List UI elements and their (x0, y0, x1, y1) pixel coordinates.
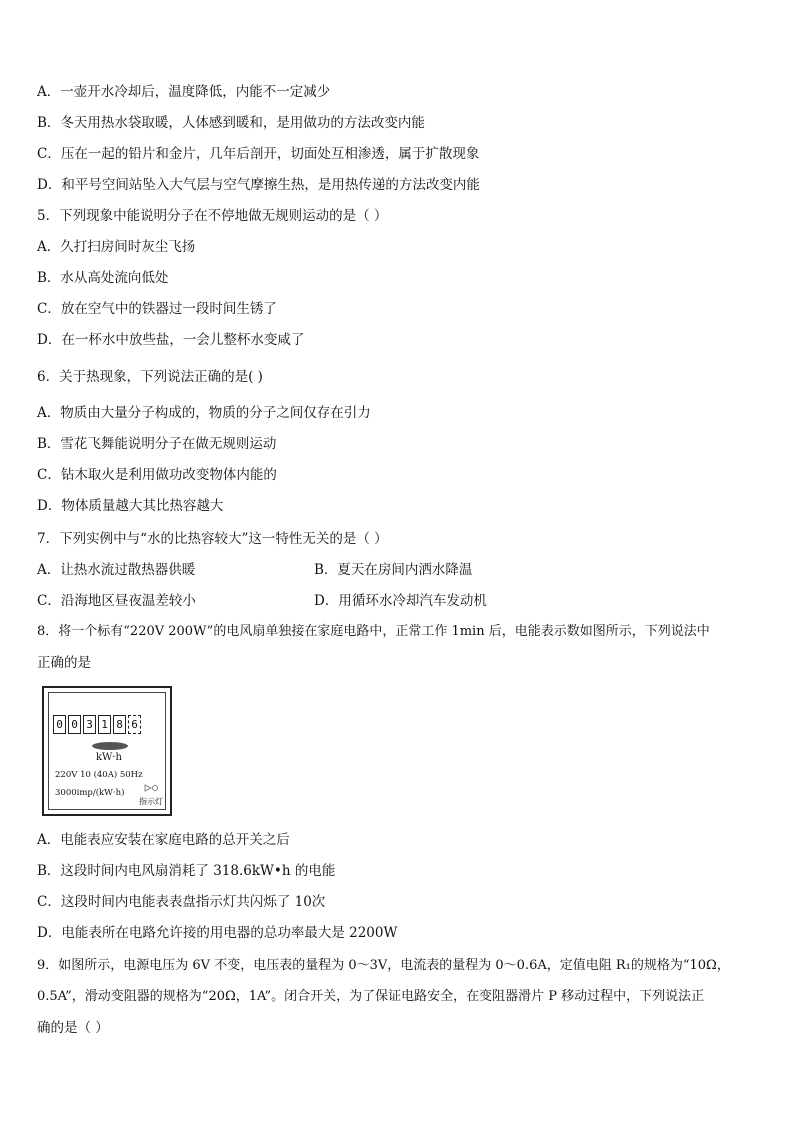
q5-option-a: A．久打扫房间时灰尘飞扬 (37, 239, 196, 255)
q5-stem: 5．下列现象中能说明分子在不停地做无规则运动的是（ ） (37, 208, 388, 224)
indicator-lamp-icon (144, 784, 158, 792)
meter-digit: 3 (83, 715, 96, 734)
q7-option-a: A．让热水流过散热器供暖 (37, 562, 196, 578)
q4-option-a: A．一壶开水冷却后，温度降低，内能不一定减少 (37, 84, 331, 100)
meter-digit: 0 (53, 715, 66, 734)
meter-unit: kW·h (96, 752, 122, 763)
meter-imp: 3000imp/(kW·h) (55, 788, 125, 798)
q4-option-b: B．冬天用热水袋取暖，人体感到暖和，是用做功的方法改变内能 (37, 115, 425, 131)
meter-digit: 0 (68, 715, 81, 734)
q8-option-c: C．这段时间内电能表表盘指示灯共闪烁了 10次 (37, 894, 326, 910)
electric-meter-figure (42, 686, 172, 816)
q8-option-b: B．这段时间内电风扇消耗了 318.6kW•h 的电能 (37, 863, 336, 879)
q9-stem-end: 确的是（ ） (37, 1020, 109, 1036)
meter-disk (92, 742, 128, 750)
q7-option-c: C．沿海地区昼夜温差较小 (37, 593, 196, 609)
q8-option-a: A．电能表应安装在家庭电路的总开关之后 (37, 832, 290, 848)
meter-lamp-label: 指示灯 (139, 797, 163, 806)
q9-stem: 9．如图所示，电源电压为 6V 不变，电压表的量程为 0～3V，电流表的量程为 0～0.6A，定值电阻 R₁的规格为“10Ω， (37, 958, 730, 973)
q4-option-c: C．压在一起的铅片和金片，几年后剖开，切面处互相渗透，属于扩散现象 (37, 146, 480, 162)
meter-spec: 220V 10 (40A) 50Hz (55, 770, 143, 780)
meter-digits (53, 715, 141, 734)
q5-option-b: B．水从高处流向低处 (37, 270, 169, 286)
meter-digit: 1 (98, 715, 111, 734)
q6-option-d: D．物体质量越大其比热容越大 (37, 498, 224, 514)
q9-stem-cont: 0.5A”，滑动变阻器的规格为“20Ω，1A”。闭合开关，为了保证电路安全，在变阻器滑片 P 移动过程中，下列说法正 (37, 989, 705, 1004)
q7-stem: 7．下列实例中与“水的比热容较大”这一特性无关的是（ ） (37, 531, 388, 547)
q7-option-d: D．用循环水冷却汽车发动机 (314, 593, 487, 609)
q6-stem: 6．关于热现象，下列说法正确的是( ) (37, 369, 263, 385)
q8-stem-cont: 正确的是 (37, 655, 91, 671)
q8-stem: 8．将一个标有“220V 200W”的电风扇单独接在家庭电路中，正常工作 1min 后，电能表示数如图所示，下列说法中 (37, 624, 710, 639)
q5-option-c: C．放在空气中的铁器过一段时间生锈了 (37, 301, 277, 317)
meter-digit-decimal: 6 (128, 715, 141, 734)
q4-option-d: D．和平号空间站坠入大气层与空气摩擦生热，是用热传递的方法改变内能 (37, 177, 480, 193)
q7-option-b: B．夏天在房间内洒水降温 (314, 562, 473, 578)
meter-digit: 8 (113, 715, 126, 734)
q6-option-b: B．雪花飞舞能说明分子在做无规则运动 (37, 436, 277, 452)
q6-option-a: A．物质由大量分子构成的，物质的分子之间仅存在引力 (37, 405, 371, 421)
q8-option-d: D．电能表所在电路允许接的用电器的总功率最大是 2200W (37, 925, 398, 941)
q5-option-d: D．在一杯水中放些盐，一会儿整杯水变咸了 (37, 332, 305, 348)
q6-option-c: C．钻木取火是利用做功改变物体内能的 (37, 467, 277, 483)
